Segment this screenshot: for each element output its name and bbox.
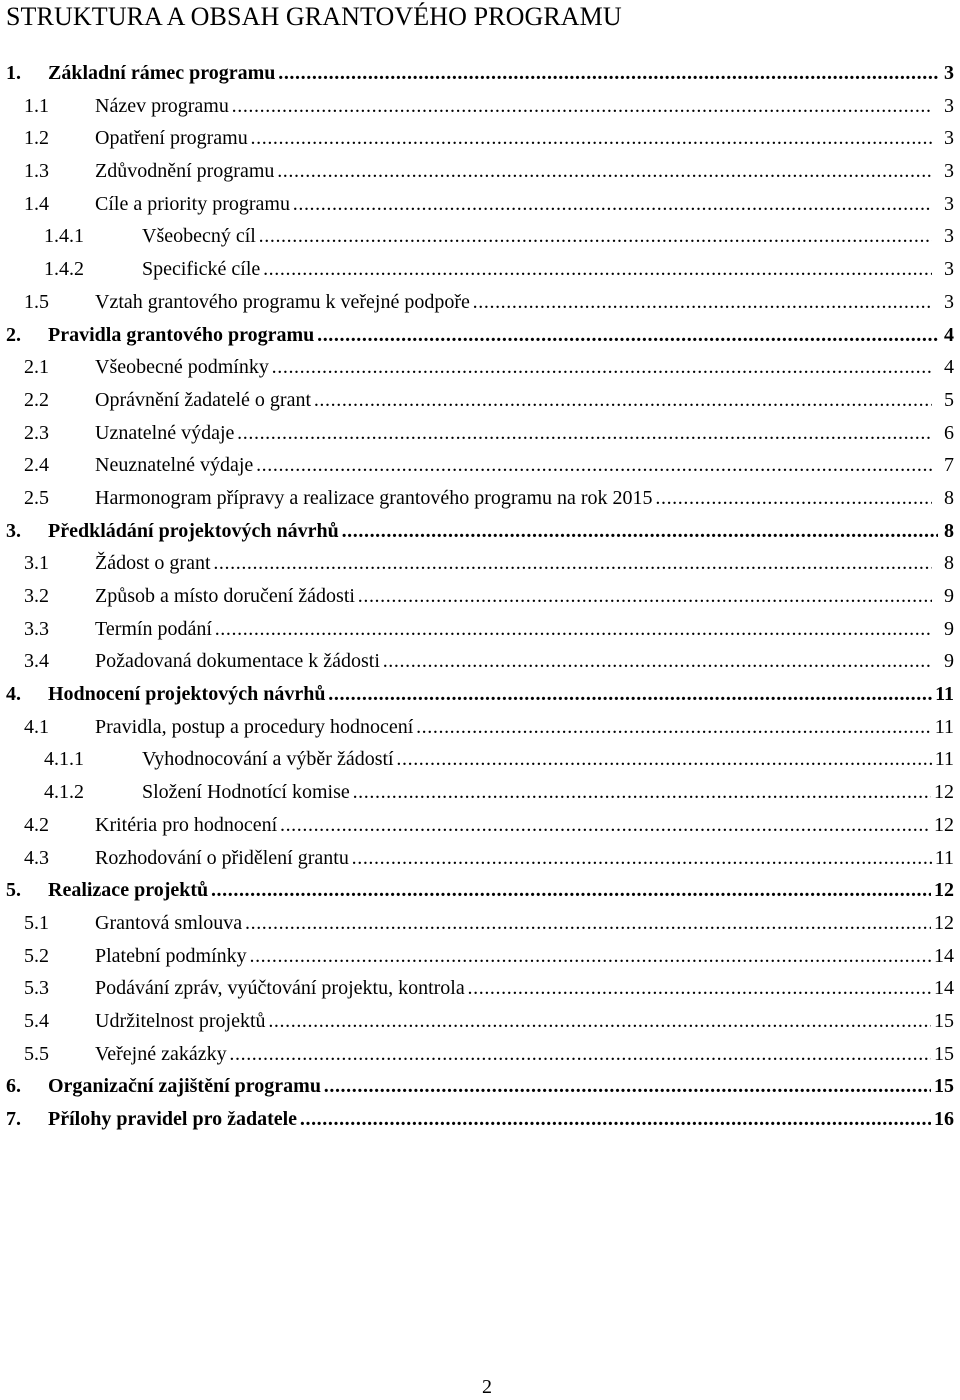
toc-entry[interactable] <box>0 90 960 123</box>
toc-entry-title <box>95 711 932 744</box>
toc-entry-title <box>142 776 932 809</box>
toc-entry-title <box>95 1005 932 1038</box>
toc-entry-title-text: Specifické cíle <box>142 258 261 281</box>
toc-entry-page: 11 <box>932 743 954 776</box>
toc-entry-number: 4.1.2 <box>44 781 84 804</box>
toc-entry-title-text: Opatření programu <box>95 127 248 150</box>
toc-entry-title <box>95 449 932 482</box>
toc-entry-title <box>95 188 932 221</box>
toc-entry-title-text: Termín podání <box>95 617 212 640</box>
toc-entry[interactable] <box>0 417 960 450</box>
toc-entry-page: 11 <box>932 678 954 711</box>
toc-entry-title <box>48 1103 938 1136</box>
toc-entry-page: 8 <box>941 482 954 515</box>
toc-entry-page: 3 <box>941 90 954 123</box>
toc-entry-title <box>95 613 932 646</box>
toc-entry-number: 2.5 <box>24 486 49 509</box>
toc-entry-title <box>95 842 932 875</box>
toc-entry-number: 2.4 <box>24 454 49 477</box>
toc-entry-page: 4 <box>941 351 954 384</box>
toc-entry-number: 1.5 <box>24 290 49 313</box>
toc-entry-title-text: Grantová smlouva <box>95 911 243 934</box>
toc-entry-page: 4 <box>941 319 954 352</box>
toc-entry[interactable] <box>0 188 960 221</box>
toc-entry[interactable] <box>0 482 960 515</box>
page-title: STRUKTURA A OBSAH GRANTOVÉHO PROGRAMU <box>6 2 622 31</box>
toc-entry-title-text: Organizační zajištění programu <box>48 1075 321 1098</box>
toc-entry-number: 5.4 <box>24 1009 49 1032</box>
toc-entry-title-text: Rozhodování o přidělení grantu <box>95 846 349 869</box>
toc-entry-title-text: Přílohy pravidel pro žadatele <box>48 1108 298 1130</box>
toc-entry-title <box>95 907 932 940</box>
toc-entry-title <box>48 678 938 711</box>
toc-entry-page: 15 <box>931 1005 954 1038</box>
toc-entry-number: 1.4 <box>24 192 49 215</box>
toc-entry[interactable] <box>0 940 960 973</box>
toc-entry[interactable] <box>0 776 960 809</box>
toc-entry-title-text: Požadovaná dokumentace k žádosti <box>95 650 380 673</box>
toc-entry-number: 1.4.1 <box>44 225 84 248</box>
toc-entry-title <box>48 515 938 548</box>
toc-entry[interactable] <box>0 122 960 155</box>
toc-entry-title <box>95 645 932 678</box>
toc-entry[interactable] <box>0 711 960 744</box>
toc-entry-title-text: Všeobecné podmínky <box>95 356 269 379</box>
toc-entry-title-text: Realizace projektů <box>48 879 209 902</box>
toc-entry[interactable] <box>0 678 960 711</box>
toc-entry-title <box>95 1038 932 1071</box>
toc-entry-number: 4.2 <box>24 813 49 836</box>
toc-entry-title-text: Všeobecný cíl <box>142 225 256 248</box>
toc-entry-page: 3 <box>941 188 954 221</box>
toc-entry-number: 1.1 <box>24 94 49 117</box>
toc-entry-title <box>48 874 938 907</box>
toc-entry[interactable] <box>0 57 960 90</box>
toc-entry-page: 9 <box>941 580 954 613</box>
toc-entry-title <box>142 220 932 253</box>
toc-entry-title-text: Veřejné zakázky <box>95 1042 227 1065</box>
toc-entry-number: 2.2 <box>24 388 49 411</box>
toc-entry-number: 5. <box>6 879 21 902</box>
toc-entry-number: 5.3 <box>24 977 49 1000</box>
toc-entry[interactable] <box>0 842 960 875</box>
toc-entry-number: 1. <box>6 62 21 84</box>
toc-entry[interactable] <box>0 809 960 842</box>
toc-entry-number: 5.2 <box>24 944 49 967</box>
toc-entry-title-text: Vyhodnocování a výběr žádostí <box>142 748 394 771</box>
toc-entry[interactable] <box>0 613 960 646</box>
toc-entry-page: 3 <box>941 286 954 319</box>
toc-entry-page: 12 <box>931 874 954 907</box>
toc-entry[interactable] <box>0 286 960 319</box>
toc-entry[interactable] <box>0 907 960 940</box>
toc-entry-title-text: Kritéria pro hodnocení <box>95 813 278 836</box>
toc-entry[interactable] <box>0 351 960 384</box>
toc-entry-number: 2. <box>6 323 21 346</box>
toc-entry-page: 7 <box>941 449 954 482</box>
toc-entry[interactable] <box>0 743 960 776</box>
toc-entry-title-text: Podávání zpráv, vyúčtování projektu, kontrola <box>95 977 465 1000</box>
toc-entry[interactable] <box>0 580 960 613</box>
toc-entry-number: 3.2 <box>24 585 49 607</box>
toc-entry-title <box>95 417 932 450</box>
toc-entry-title-text: Složení Hodnotící komise <box>142 781 350 804</box>
toc-entry[interactable] <box>0 972 960 1005</box>
toc-entry-title <box>95 122 932 155</box>
toc-entry-title <box>48 1070 938 1103</box>
toc-entry-page: 11 <box>932 842 954 875</box>
toc-entry-number: 3.3 <box>24 617 49 640</box>
toc-entry-page: 15 <box>931 1038 954 1071</box>
toc-entry-page: 3 <box>941 253 954 286</box>
toc-entry-title-text: Předkládání projektových návrhů <box>48 519 339 542</box>
toc-entry[interactable] <box>0 319 960 352</box>
toc-entry-page: 12 <box>931 776 954 809</box>
toc-entry-number: 2.1 <box>24 356 49 379</box>
toc-entry-title-text: Harmonogram přípravy a realizace grantového programu na rok 2015 <box>95 486 653 509</box>
toc-entry[interactable] <box>0 645 960 678</box>
toc-entry-title-text: Platební podmínky <box>95 944 247 967</box>
toc-entry-number: 7. <box>6 1108 21 1130</box>
toc-entry-page: 8 <box>941 515 954 548</box>
toc-entry-title <box>95 482 932 515</box>
toc-entry-page: 3 <box>941 220 954 253</box>
toc-entry[interactable] <box>0 547 960 580</box>
toc-entry-number: 5.1 <box>24 911 49 934</box>
toc-entry[interactable] <box>0 1070 960 1103</box>
toc-entry-title-text: Vztah grantového programu k veřejné podpoře <box>95 290 470 313</box>
toc-entry-title <box>95 155 932 188</box>
toc-entry-title <box>95 384 932 417</box>
toc-entry-title <box>142 253 932 286</box>
toc-entry-page: 12 <box>931 809 954 842</box>
toc-entry-title-text: Cíle a priority programu <box>95 192 290 215</box>
toc-entry-number: 1.3 <box>24 160 49 183</box>
toc-entry-title-text: Pravidla, postup a procedury hodnocení <box>95 715 414 738</box>
table-of-contents <box>0 57 960 1136</box>
toc-entry-number: 3. <box>6 519 21 542</box>
toc-entry-number: 6. <box>6 1075 21 1098</box>
toc-entry-title-text: Základní rámec programu <box>48 62 276 84</box>
toc-entry-title-text: Uznatelné výdaje <box>95 421 235 444</box>
toc-entry[interactable] <box>0 1103 960 1136</box>
toc-entry-title-text: Hodnocení projektových návrhů <box>48 683 326 706</box>
toc-entry-number: 4.1.1 <box>44 748 84 771</box>
toc-entry-page: 5 <box>941 384 954 417</box>
toc-entry-page: 16 <box>931 1103 954 1136</box>
toc-entry-number: 1.4.2 <box>44 258 84 281</box>
toc-entry-number: 3.1 <box>24 552 49 575</box>
toc-entry[interactable] <box>0 874 960 907</box>
toc-entry-page: 14 <box>931 940 954 973</box>
toc-entry-page: 3 <box>941 155 954 188</box>
toc-entry-number: 4.1 <box>24 715 49 738</box>
footer-page-number: 2 <box>482 1376 492 1398</box>
toc-entry-title-text: Oprávnění žadatelé o grant <box>95 388 312 411</box>
toc-entry-number: 2.3 <box>24 421 49 444</box>
toc-entry-title <box>48 57 938 90</box>
toc-entry[interactable] <box>0 1005 960 1038</box>
toc-entry-title <box>48 319 938 352</box>
toc-entry-page: 12 <box>931 907 954 940</box>
toc-entry[interactable] <box>0 253 960 286</box>
toc-entry-title-text: Název programu <box>95 94 229 117</box>
toc-entry-number: 4. <box>6 683 21 706</box>
toc-entry[interactable] <box>0 220 960 253</box>
toc-entry-page: 14 <box>931 972 954 1005</box>
toc-entry-number: 3.4 <box>24 650 49 673</box>
toc-entry-title <box>95 286 932 319</box>
toc-entry-title-text: Udržitelnost projektů <box>95 1009 266 1032</box>
toc-entry-title-text: Pravidla grantového programu <box>48 323 315 346</box>
toc-entry[interactable] <box>0 1038 960 1071</box>
toc-entry[interactable] <box>0 515 960 548</box>
toc-entry-page: 11 <box>932 711 954 744</box>
toc-entry-page: 3 <box>941 122 954 155</box>
toc-entry-title <box>95 809 932 842</box>
toc-entry[interactable] <box>0 449 960 482</box>
toc-entry-number: 1.2 <box>24 127 49 150</box>
toc-entry-title-text: Žádost o grant <box>95 552 211 575</box>
toc-entry[interactable] <box>0 384 960 417</box>
toc-entry-title <box>95 90 932 123</box>
toc-entry-page: 9 <box>941 645 954 678</box>
toc-entry-title-text: Neuznatelné výdaje <box>95 454 254 477</box>
toc-entry-title-text: Zdůvodnění programu <box>95 160 275 183</box>
toc-entry-page: 6 <box>941 417 954 450</box>
toc-entry-page: 15 <box>931 1070 954 1103</box>
toc-entry-page: 3 <box>941 57 954 90</box>
toc-entry-title <box>142 743 932 776</box>
toc-entry-title <box>95 940 932 973</box>
toc-entry-page: 8 <box>941 547 954 580</box>
toc-entry-number: 5.5 <box>24 1042 49 1065</box>
toc-entry-title <box>95 580 932 613</box>
toc-entry[interactable] <box>0 155 960 188</box>
toc-entry-title <box>95 972 932 1005</box>
toc-entry-title <box>95 351 932 384</box>
toc-entry-title-text: Způsob a místo doručení žádosti <box>95 585 355 607</box>
toc-entry-title <box>95 547 932 580</box>
toc-entry-page: 9 <box>941 613 954 646</box>
toc-entry-number: 4.3 <box>24 846 49 869</box>
